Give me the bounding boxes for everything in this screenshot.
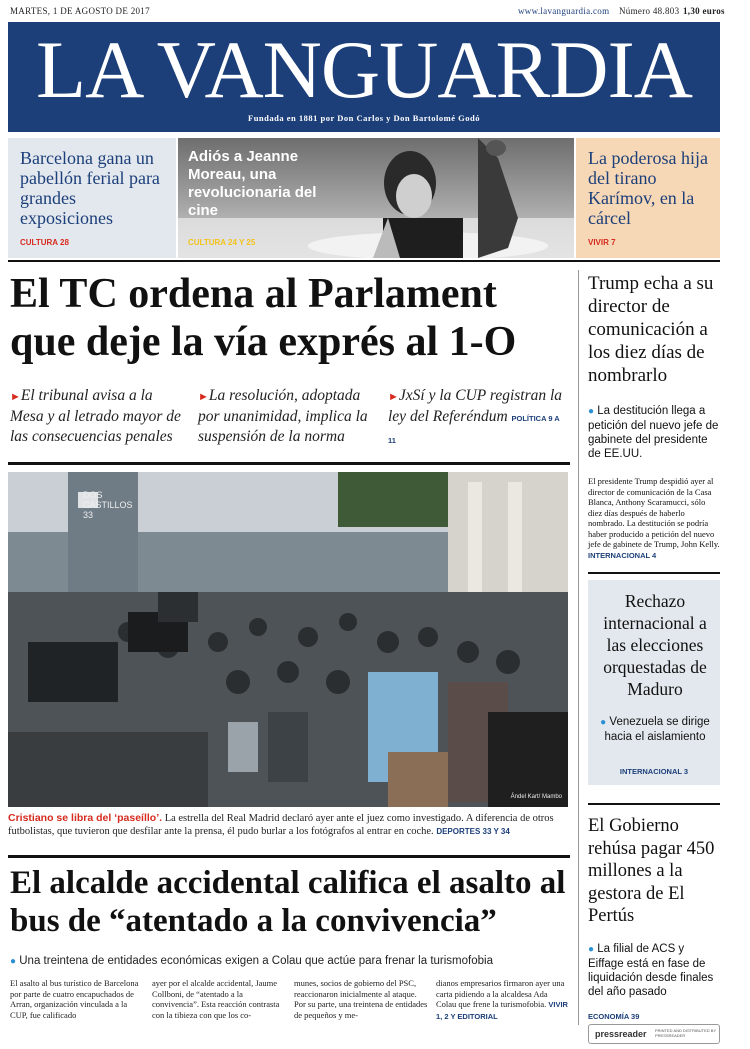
divider [588, 572, 720, 574]
side3-tag[interactable]: ECONOMÍA 39 [588, 1012, 640, 1021]
divider [8, 260, 720, 262]
price: 1,30 euros [683, 6, 725, 16]
second-col-3: munes, socios de gobierno del PSC, reaccionaron inicialmente al ataque. Por su parte, una treintena de entidades de pequeños y me- [294, 978, 428, 1020]
side2-headline: Rechazo internacional a las elecciones orquestadas de Maduro [603, 591, 707, 699]
photo-sign: DOS CASTILLOS 33 [83, 490, 133, 520]
promo-text-3: La poderosa hija del tirano Karímov, en la cárcel [588, 148, 708, 228]
lead-tag[interactable]: POLÍTICA 9 A 11 [388, 414, 560, 445]
caption-body: La estrella del Real Madrid declaró ayer ante el juez como investigado. A diferencia de otros futbolistas, que tuvieron que desfilar ante la prensa, él pudo burlar a los fotógrafos al entrar en coche. [8, 813, 554, 837]
side2-bullet: ● Venezuela se dirige hacia el aislamiento [600, 716, 710, 743]
cristiano-crowd-photo [8, 472, 568, 807]
promo-tag-3: VIVIR 7 [588, 238, 616, 247]
pressreader-small: PRINTED AND DISTRIBUTED BY PRESSREADER [655, 1028, 717, 1038]
side2-tag: INTERNACIONAL 3 [619, 767, 689, 776]
column-divider [578, 270, 579, 1025]
second-tag[interactable]: VIVIR 1, 2 Y EDITORIAL [436, 1000, 568, 1021]
website-url[interactable]: www.lavanguardia.com [518, 6, 610, 16]
side3-headline[interactable]: El Gobierno rehúsa pagar 450 millones a la gestora de El Pertús [588, 816, 715, 926]
lead-sub-3: ►JxSí y la CUP registran la ley del Referéndum POLÍTICA 9 A 11 [388, 387, 563, 445]
second-col-2: ayer por el alcalde accidental, Jaume Collboni, de “atentado a la convivencia”. Esta reacción contrasta con la tibieza con que los co- [152, 978, 280, 1020]
masthead-title: LA VANGUARDIA [36, 24, 692, 115]
photo-caption [8, 812, 568, 838]
masthead-founded: Fundada en 1881 por Don Carlos y Don Bartolomé Godó [248, 113, 480, 123]
promo-text-2: Adiós a Jeanne Moreau, una revolucionaria del cine [188, 148, 317, 219]
pressreader-logo: pressreader [595, 1029, 647, 1039]
edition-date: MARTES, 1 DE AGOSTO DE 2017 [10, 6, 150, 16]
second-sub: ● Una treintena de entidades económicas exigen a Colau que actúe para frenar la turismofobia [10, 955, 493, 967]
promo-tag-1: CULTURA 28 [20, 238, 69, 247]
second-col-1: El asalto al bus turístico de Barcelona por parte de cuatro encapuchados de Arran, organización vinculada a la CUP, fue calificado [10, 978, 139, 1020]
divider [8, 462, 570, 465]
promo-tag-2: CULTURA 24 Y 25 [188, 238, 256, 247]
caption-lead: Cristiano se libra del ‘paseíllo’. [8, 812, 163, 824]
side1-bullet: ● La destitución llega a petición del nuevo jefe de gabinete del presidente de EE.UU. [588, 405, 719, 460]
lead-sub-1: ►El tribunal avisa a la Mesa y al letrado mayor de las consecuencias penales [10, 387, 181, 445]
lead-sub-2: ►La resolución, adoptada por unanimidad, implica la suspensión de la norma [198, 387, 368, 445]
promo-box-2[interactable] [178, 138, 574, 258]
caption-tag[interactable]: DEPORTES 33 Y 34 [436, 827, 510, 836]
side1-headline[interactable]: Trump echa a su director de comunicación a los diez días de nombrarlo [588, 273, 714, 386]
side3-bullet: ● La filial de ACS y Eiffage está en fase de liquidación desde finales del año pasado [588, 943, 714, 998]
side1-body: El presidente Trump despidió ayer al director de comunicación de la Casa Blanca, Anthony Scaramucci, sólo diez días después de haberlo nombrado. La destitución se podría haber producido a petición del nuevo jefe de gabinete de Trump, John Kelly. INTERNACIONAL 4 [588, 476, 720, 560]
pressreader-badge [588, 1024, 720, 1044]
second-col-4: dianos empresarios firmaron ayer una carta pidiendo a la alcaldesa Ada Colau que frene la turismofobia. VIVIR 1, 2 Y EDITORIAL [436, 978, 568, 1021]
lead-headline[interactable]: El TC ordena al Parlament que deje la vía exprés al 1-O [10, 271, 517, 365]
photo-credit: Ándel Kart/ Mambo [510, 794, 562, 800]
side1-tag[interactable]: INTERNACIONAL 4 [588, 550, 657, 560]
promo-box-1[interactable] [8, 138, 176, 258]
second-headline[interactable]: El alcalde accidental califica el asalto al bus de “atentado a la convivencia” [10, 865, 566, 939]
promo-box-3[interactable] [576, 138, 720, 258]
divider [8, 855, 570, 858]
promo-text-1: Barcelona gana un pabellón ferial para grandes exposiciones [20, 148, 160, 228]
issue-number: Número 48.803 [619, 6, 680, 16]
divider [588, 803, 720, 805]
side2-box[interactable] [588, 580, 720, 785]
